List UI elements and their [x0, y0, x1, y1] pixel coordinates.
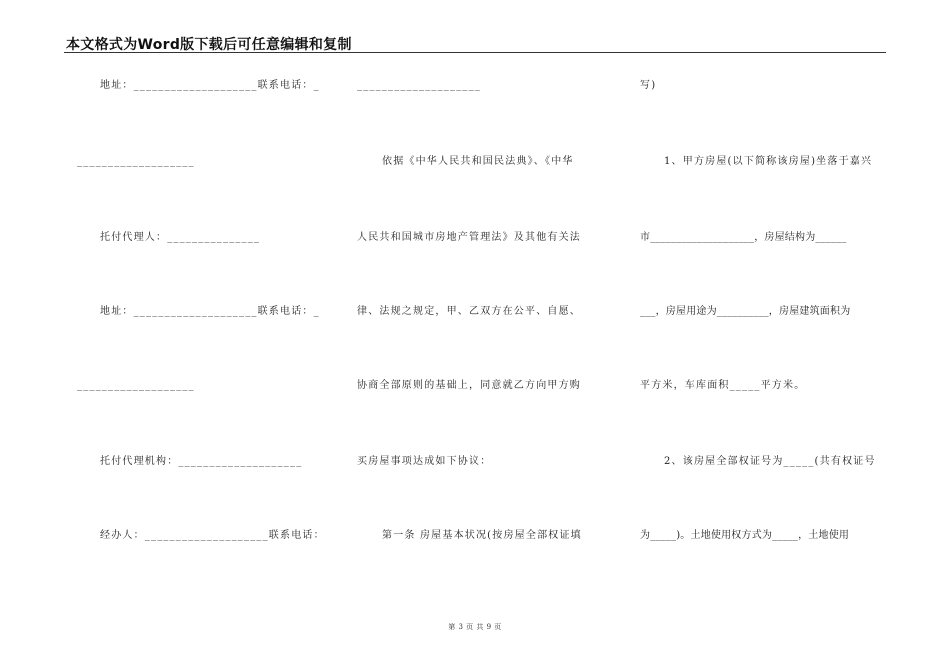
paragraph-line: 依据《中华人民共和国民法典》、《中华 — [382, 156, 574, 167]
entrusted-agent: 托付代理人：_______________ — [100, 232, 261, 243]
paragraph-line: 为_____)。土地使用权方式为_____，土地使用 — [640, 530, 850, 541]
blank-line: ___________________ — [77, 380, 195, 391]
party-a-address-phone: 地址：____________________联系电话：_ — [100, 80, 320, 91]
paragraph-line: 律、法规之规定，甲、乙双方在公平、自愿、 — [357, 306, 581, 317]
paragraph-line: 买房屋事项达成如下协议： — [357, 456, 492, 467]
handler-phone: 经办人：____________________联系电话： — [100, 530, 325, 541]
article-heading: 第一条 房屋基本状况(按房屋全部权证填 — [382, 530, 582, 541]
document-header-title: 本文格式为Word版下载后可任意编辑和复制 — [66, 37, 352, 53]
page-number: 第 3 页 共 9 页 — [448, 623, 502, 631]
header-divider — [64, 52, 886, 53]
paragraph-line: 2、该房屋全部权证号为_____(共有权证号 — [664, 456, 876, 467]
paragraph-line: 写) — [640, 80, 657, 91]
agent-address-phone: 地址：____________________联系电话：_ — [100, 306, 320, 317]
paragraph-line: 人民共和国城市房地产管理法》及其他有关法 — [357, 232, 581, 243]
paragraph-line: 1、甲方房屋(以下简称该房屋)坐落于嘉兴 — [664, 156, 873, 167]
paragraph-line: 平方米，车库面积_____平方米。 — [640, 380, 806, 391]
entrusted-agency: 托付代理机构：____________________ — [100, 456, 303, 467]
paragraph-line: 协商全部原则的基础上，同意就乙方向甲方购 — [357, 380, 581, 391]
paragraph-line: 市____________________，房屋结构为______ — [640, 232, 847, 243]
blank-line: ____________________ — [357, 80, 481, 91]
blank-line: ___________________ — [77, 156, 195, 167]
paragraph-line: ___，房屋用途为__________，房屋建筑面积为 — [640, 306, 851, 317]
